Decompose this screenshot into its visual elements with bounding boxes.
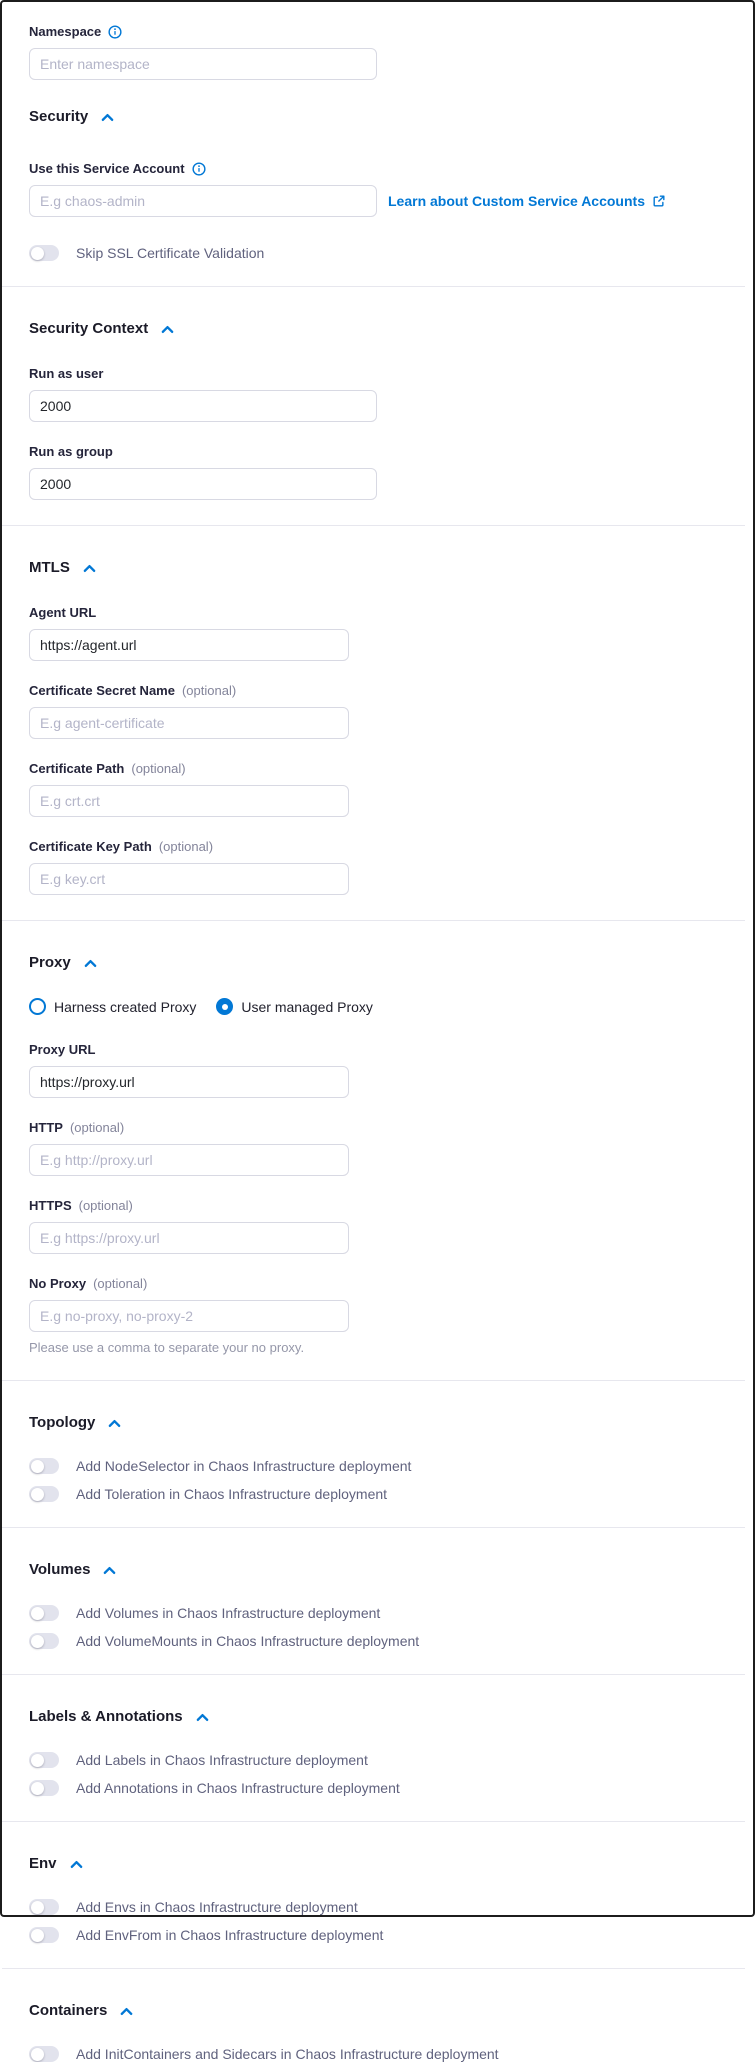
- cert-secret-field: [29, 683, 741, 739]
- toggle-knob: [31, 1635, 44, 1648]
- section-title-env: Env: [29, 1855, 57, 1872]
- annotations-toggle[interactable]: [29, 1780, 59, 1796]
- no-proxy-field: [29, 1276, 741, 1355]
- section-divider: [2, 286, 745, 287]
- toleration-toggle-row: [29, 1486, 741, 1502]
- toggle-knob: [31, 1754, 44, 1767]
- env-from-label: Add EnvFrom in Chaos Infrastructure deployment: [76, 1927, 384, 1943]
- section-divider: [2, 1674, 745, 1675]
- volumes-toggle[interactable]: [29, 1605, 59, 1621]
- node-selector-toggle[interactable]: [29, 1458, 59, 1474]
- skip-ssl-toggle-row: [29, 245, 741, 261]
- service-account-label-text: Use this Service Account: [29, 161, 185, 176]
- service-account-input-row: [29, 185, 741, 217]
- chevron-up-icon: [83, 564, 96, 573]
- labels-toggle[interactable]: [29, 1752, 59, 1768]
- collapse-mtls-button[interactable]: [83, 564, 96, 573]
- init-containers-toggle[interactable]: [29, 2046, 59, 2062]
- run-as-group-label: [29, 444, 741, 460]
- section-title-topology: Topology: [29, 1414, 96, 1431]
- radio-label-user: User managed Proxy: [241, 998, 373, 1015]
- https-proxy-input[interactable]: [29, 1222, 349, 1254]
- service-account-input[interactable]: [29, 185, 377, 217]
- cert-key-path-label: [29, 839, 741, 855]
- skip-ssl-label: Skip SSL Certificate Validation: [76, 245, 265, 261]
- chevron-up-icon: [161, 325, 174, 334]
- cert-secret-label-text: Certificate Secret Name: [29, 683, 175, 698]
- section-divider: [2, 525, 745, 526]
- section-header-volumes: [29, 1560, 741, 1580]
- namespace-input[interactable]: [29, 48, 377, 80]
- proxy-url-label: [29, 1042, 741, 1058]
- envs-label: Add Envs in Chaos Infrastructure deployment: [76, 1899, 358, 1915]
- collapse-proxy-button[interactable]: [84, 959, 97, 968]
- section-header-containers: [29, 2001, 741, 2021]
- toggle-knob: [31, 1901, 44, 1914]
- section-divider: [2, 1821, 745, 1822]
- run-as-user-input[interactable]: [29, 390, 377, 422]
- section-header-proxy: [29, 953, 741, 973]
- section-title-volumes: Volumes: [29, 1561, 91, 1578]
- toggle-knob: [31, 247, 44, 260]
- volume-mounts-label: Add VolumeMounts in Chaos Infrastructure deployment: [76, 1633, 420, 1649]
- section-divider: [2, 1380, 745, 1381]
- envs-toggle-row: [29, 1899, 741, 1915]
- node-selector-toggle-row: [29, 1458, 741, 1474]
- cert-path-label-text: Certificate Path: [29, 761, 125, 776]
- annotations-toggle-row: [29, 1780, 741, 1796]
- envs-toggle[interactable]: [29, 1899, 59, 1915]
- namespace-label: [29, 24, 741, 40]
- http-proxy-input[interactable]: [29, 1144, 349, 1176]
- run-as-user-label-text: Run as user: [29, 366, 104, 381]
- chevron-up-icon: [108, 1419, 121, 1428]
- namespace-label-text: Namespace: [29, 24, 102, 39]
- agent-url-field: [29, 605, 741, 661]
- toggle-knob: [31, 1607, 44, 1620]
- section-title-proxy: Proxy: [29, 954, 71, 971]
- proxy-url-label-text: Proxy URL: [29, 1042, 96, 1057]
- run-as-user-field: [29, 366, 741, 422]
- labels-label: Add Labels in Chaos Infrastructure deployment: [76, 1752, 368, 1768]
- optional-tag: (optional): [131, 761, 186, 776]
- optional-tag: (optional): [181, 683, 237, 698]
- section-title-labels-annotations: Labels & Annotations: [29, 1708, 183, 1725]
- collapse-security-button[interactable]: [101, 113, 114, 122]
- annotations-label: Add Annotations in Chaos Infrastructure deployment: [76, 1780, 400, 1796]
- optional-tag: (optional): [158, 839, 214, 854]
- skip-ssl-toggle[interactable]: [29, 245, 59, 261]
- chevron-up-icon: [70, 1860, 83, 1869]
- section-title-security-context: Security Context: [29, 320, 149, 337]
- learn-service-accounts-link[interactable]: [388, 193, 666, 209]
- infrastructure-config-form: [2, 2, 753, 2062]
- collapse-labels-annotations-button[interactable]: [196, 1713, 209, 1722]
- section-header-security: [29, 107, 741, 127]
- service-account-label: [29, 161, 741, 177]
- https-proxy-label: [29, 1198, 741, 1214]
- cert-path-input[interactable]: [29, 785, 349, 817]
- cert-path-field: [29, 761, 741, 817]
- agent-url-label-text: Agent URL: [29, 605, 97, 620]
- env-from-toggle[interactable]: [29, 1927, 59, 1943]
- section-header-topology: [29, 1413, 741, 1433]
- chevron-up-icon: [196, 1713, 209, 1722]
- http-proxy-field: [29, 1120, 741, 1176]
- radio-user-managed-proxy[interactable]: [216, 998, 373, 1015]
- run-as-group-input[interactable]: [29, 468, 377, 500]
- cert-key-path-input[interactable]: [29, 863, 349, 895]
- volume-mounts-toggle-row: [29, 1633, 741, 1649]
- toggle-knob: [31, 1929, 44, 1942]
- http-proxy-label: [29, 1120, 741, 1136]
- section-header-labels-annotations: [29, 1707, 741, 1727]
- cert-key-path-field: [29, 839, 741, 895]
- info-icon[interactable]: [192, 162, 206, 176]
- agent-url-input[interactable]: [29, 629, 349, 661]
- proxy-url-field: [29, 1042, 741, 1098]
- collapse-containers-button[interactable]: [120, 2007, 133, 2016]
- service-account-field: [29, 161, 741, 217]
- chevron-up-icon: [101, 113, 114, 122]
- http-label-text: HTTP: [29, 1120, 63, 1135]
- node-selector-label: Add NodeSelector in Chaos Infrastructure deployment: [76, 1458, 412, 1474]
- section-header-security-context: [29, 319, 741, 339]
- radio-circle-checked: [216, 998, 233, 1015]
- section-title-mtls: MTLS: [29, 559, 70, 576]
- proxy-type-radio-group: [29, 998, 741, 1015]
- toleration-toggle[interactable]: [29, 1486, 59, 1502]
- containers-toggle-list: [29, 2046, 741, 2062]
- topology-toggle-list: [29, 1458, 741, 1502]
- section-divider: [2, 920, 745, 921]
- toleration-label: Add Toleration in Chaos Infrastructure deployment: [76, 1486, 388, 1502]
- section-divider: [2, 1968, 745, 1969]
- toggle-knob: [31, 2048, 44, 2061]
- toggle-knob: [31, 1460, 44, 1473]
- env-toggle-list: [29, 1899, 741, 1943]
- chevron-up-icon: [84, 959, 97, 968]
- chevron-up-icon: [103, 1566, 116, 1575]
- radio-circle-unchecked: [29, 998, 46, 1015]
- no-proxy-label-text: No Proxy: [29, 1276, 87, 1291]
- https-label-text: HTTPS: [29, 1198, 72, 1213]
- volumes-label: Add Volumes in Chaos Infrastructure deployment: [76, 1605, 381, 1621]
- https-proxy-field: [29, 1198, 741, 1254]
- external-link-icon: [652, 194, 666, 208]
- collapse-security-context-button[interactable]: [161, 325, 174, 334]
- section-header-env: [29, 1854, 741, 1874]
- agent-url-label: [29, 605, 741, 621]
- no-proxy-label: [29, 1276, 741, 1292]
- run-as-group-field: [29, 444, 741, 500]
- cert-path-label: [29, 761, 741, 777]
- proxy-url-input[interactable]: [29, 1066, 349, 1098]
- section-title-security: Security: [29, 108, 89, 125]
- radio-label-harness: Harness created Proxy: [54, 998, 197, 1015]
- toggle-knob: [31, 1488, 44, 1501]
- no-proxy-helper-text: Please use a comma to separate your no proxy.: [29, 1340, 305, 1355]
- volumes-toggle-row: [29, 1605, 741, 1621]
- init-containers-label: Add InitContainers and Sidecars in Chaos Infrastructure deployment: [76, 2046, 499, 2062]
- env-from-toggle-row: [29, 1927, 741, 1943]
- radio-harness-created-proxy[interactable]: [29, 998, 196, 1015]
- chevron-up-icon: [120, 2007, 133, 2016]
- optional-tag: (optional): [78, 1198, 133, 1213]
- section-title-containers: Containers: [29, 2002, 108, 2019]
- collapse-volumes-button[interactable]: [103, 1566, 116, 1575]
- optional-tag: (optional): [69, 1120, 125, 1135]
- volume-mounts-toggle[interactable]: [29, 1633, 59, 1649]
- collapse-env-button[interactable]: [70, 1860, 83, 1869]
- no-proxy-input[interactable]: [29, 1300, 349, 1332]
- labels-toggle-row: [29, 1752, 741, 1768]
- cert-secret-label: [29, 683, 741, 699]
- volumes-toggle-list: [29, 1605, 741, 1649]
- init-containers-toggle-row: [29, 2046, 741, 2062]
- section-header-mtls: [29, 558, 741, 578]
- run-as-user-label: [29, 366, 741, 382]
- namespace-field: [29, 24, 741, 80]
- toggle-knob: [31, 1782, 44, 1795]
- info-icon[interactable]: [108, 25, 122, 39]
- collapse-topology-button[interactable]: [108, 1419, 121, 1428]
- section-divider: [2, 1527, 745, 1528]
- labels-annotations-toggle-list: [29, 1752, 741, 1796]
- cert-key-path-label-text: Certificate Key Path: [29, 839, 152, 854]
- optional-tag: (optional): [93, 1276, 148, 1291]
- learn-link-text: Learn about Custom Service Accounts: [388, 193, 645, 209]
- cert-secret-input[interactable]: [29, 707, 349, 739]
- run-as-group-label-text: Run as group: [29, 444, 113, 459]
